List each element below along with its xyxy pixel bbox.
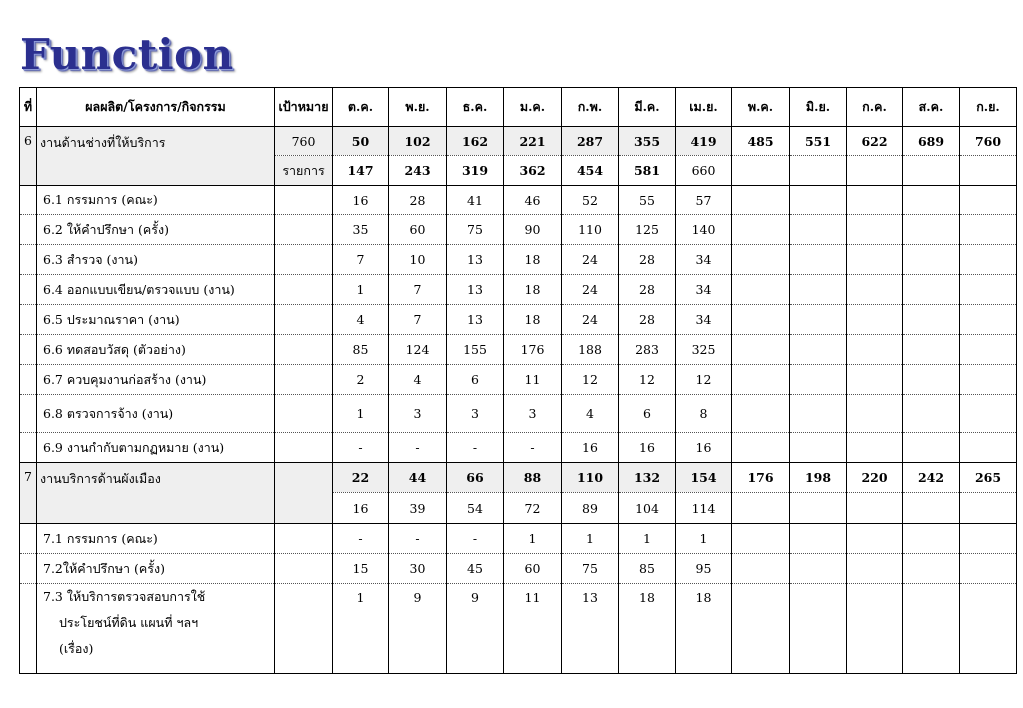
plan-cell: 110	[562, 463, 619, 493]
empty-cell	[20, 335, 37, 365]
value-cell	[960, 554, 1017, 584]
value-cell: 85	[619, 554, 676, 584]
value-cell: 41	[447, 186, 504, 215]
value-cell: 24	[562, 305, 619, 335]
table-row	[20, 584, 1017, 674]
value-cell	[960, 524, 1017, 554]
value-cell	[847, 275, 903, 305]
actual-cell	[847, 493, 903, 524]
header-month: ก.ย.	[960, 88, 1017, 127]
empty-cell	[275, 395, 333, 433]
target-value: 760	[275, 127, 333, 156]
function-table	[19, 87, 1017, 674]
value-cell: 75	[562, 554, 619, 584]
value-cell	[790, 554, 847, 584]
value-cell: -	[333, 524, 389, 554]
group-no: 7	[20, 463, 37, 524]
value-cell: 110	[562, 215, 619, 245]
plan-cell: 22	[333, 463, 389, 493]
row-label	[37, 584, 275, 674]
table-row	[20, 186, 1017, 215]
header-month: มิ.ย.	[790, 88, 847, 127]
value-cell	[960, 275, 1017, 305]
group-plan-row	[20, 463, 1017, 493]
value-cell: 325	[676, 335, 732, 365]
row-label-line: 7.3 ให้บริการตรวจสอบการใช้	[43, 589, 206, 604]
value-cell: 55	[619, 186, 676, 215]
empty-cell	[20, 554, 37, 584]
value-cell: 124	[389, 335, 447, 365]
row-label: 6.3 สำรวจ (งาน)	[37, 245, 275, 275]
value-cell: -	[333, 433, 389, 463]
value-cell: 34	[676, 245, 732, 275]
value-cell	[732, 365, 790, 395]
value-cell: 125	[619, 215, 676, 245]
value-cell: 18	[504, 245, 562, 275]
value-cell: 12	[562, 365, 619, 395]
value-cell	[960, 335, 1017, 365]
value-cell	[790, 395, 847, 433]
value-cell: 30	[389, 554, 447, 584]
header-no: ที่	[20, 88, 37, 127]
plan-cell: 176	[732, 463, 790, 493]
value-cell: 4	[389, 365, 447, 395]
value-cell	[847, 584, 903, 674]
empty-cell	[20, 584, 37, 674]
value-cell: 11	[504, 584, 562, 674]
value-cell: 45	[447, 554, 504, 584]
row-label-line: ประโยชน์ที่ดิน แผนที่ ฯลฯ	[59, 615, 199, 630]
value-cell: 3	[389, 395, 447, 433]
value-cell: 18	[619, 584, 676, 674]
plan-cell: 242	[903, 463, 960, 493]
value-cell: 6	[619, 395, 676, 433]
value-cell: 95	[676, 554, 732, 584]
value-cell	[790, 335, 847, 365]
actual-cell: 243	[389, 156, 447, 186]
plan-cell: 221	[504, 127, 562, 156]
value-cell	[732, 433, 790, 463]
value-cell: 57	[676, 186, 732, 215]
value-cell	[960, 186, 1017, 215]
group-no: 6	[20, 127, 37, 186]
value-cell	[903, 245, 960, 275]
plan-cell: 102	[389, 127, 447, 156]
table-row	[20, 305, 1017, 335]
value-cell: 15	[333, 554, 389, 584]
header-month: ม.ค.	[504, 88, 562, 127]
value-cell: 16	[333, 186, 389, 215]
empty-cell	[275, 186, 333, 215]
value-cell: 16	[619, 433, 676, 463]
value-cell	[847, 365, 903, 395]
value-cell	[847, 433, 903, 463]
value-cell	[903, 554, 960, 584]
value-cell: 35	[333, 215, 389, 245]
actual-cell	[732, 493, 790, 524]
actual-cell: 104	[619, 493, 676, 524]
table-row	[20, 245, 1017, 275]
row-label: 7.2ให้คำปรึกษา (ครั้ง)	[37, 554, 275, 584]
value-cell	[790, 186, 847, 215]
value-cell: 28	[389, 186, 447, 215]
value-cell: -	[447, 433, 504, 463]
value-cell	[732, 245, 790, 275]
value-cell	[732, 335, 790, 365]
actual-cell: 114	[676, 493, 732, 524]
value-cell: 283	[619, 335, 676, 365]
empty-cell	[275, 365, 333, 395]
value-cell: 1	[333, 275, 389, 305]
plan-cell: 220	[847, 463, 903, 493]
value-cell: 75	[447, 215, 504, 245]
value-cell: 28	[619, 245, 676, 275]
plan-cell: 132	[619, 463, 676, 493]
target-value	[275, 463, 333, 524]
page-title: Function	[20, 30, 234, 79]
value-cell: 60	[504, 554, 562, 584]
value-cell	[790, 433, 847, 463]
value-cell: 13	[447, 245, 504, 275]
empty-cell	[20, 215, 37, 245]
row-label: 6.7 ควบคุมงานก่อสร้าง (งาน)	[37, 365, 275, 395]
value-cell: 12	[619, 365, 676, 395]
table-row	[20, 215, 1017, 245]
header-row	[20, 88, 1017, 127]
value-cell: 4	[333, 305, 389, 335]
value-cell: 8	[676, 395, 732, 433]
value-cell	[732, 554, 790, 584]
table-row	[20, 524, 1017, 554]
header-month: ก.ค.	[847, 88, 903, 127]
table-row	[20, 433, 1017, 463]
value-cell	[960, 245, 1017, 275]
table-row	[20, 365, 1017, 395]
value-cell: 188	[562, 335, 619, 365]
actual-cell: 454	[562, 156, 619, 186]
value-cell: 1	[333, 584, 389, 674]
group-name: งานด้านช่างที่ให้บริการ	[37, 127, 275, 186]
value-cell: 6	[447, 365, 504, 395]
value-cell	[903, 275, 960, 305]
actual-cell	[732, 156, 790, 186]
value-cell: 18	[676, 584, 732, 674]
value-cell	[847, 245, 903, 275]
empty-cell	[20, 275, 37, 305]
value-cell	[903, 365, 960, 395]
value-cell	[732, 186, 790, 215]
value-cell: 7	[389, 305, 447, 335]
value-cell: 1	[676, 524, 732, 554]
group-plan-row	[20, 127, 1017, 156]
value-cell: 12	[676, 365, 732, 395]
plan-cell: 355	[619, 127, 676, 156]
header-month: พ.ย.	[389, 88, 447, 127]
value-cell: 7	[333, 245, 389, 275]
value-cell	[903, 305, 960, 335]
value-cell: 60	[389, 215, 447, 245]
plan-cell: 198	[790, 463, 847, 493]
row-label: 6.6 ทดสอบวัสดุ (ตัวอย่าง)	[37, 335, 275, 365]
actual-cell: 147	[333, 156, 389, 186]
value-cell	[790, 275, 847, 305]
value-cell: 7	[389, 275, 447, 305]
value-cell: 4	[562, 395, 619, 433]
empty-cell	[20, 433, 37, 463]
value-cell: 85	[333, 335, 389, 365]
table-row	[20, 275, 1017, 305]
actual-cell: 319	[447, 156, 504, 186]
value-cell	[732, 215, 790, 245]
value-cell	[732, 524, 790, 554]
empty-cell	[275, 433, 333, 463]
value-cell: 1	[562, 524, 619, 554]
value-cell	[960, 365, 1017, 395]
actual-cell: 362	[504, 156, 562, 186]
row-label: 6.8 ตรวจการจ้าง (งาน)	[37, 395, 275, 433]
row-label: 6.4 ออกแบบเขียน/ตรวจแบบ (งาน)	[37, 275, 275, 305]
value-cell	[790, 365, 847, 395]
value-cell	[790, 245, 847, 275]
plan-cell: 50	[333, 127, 389, 156]
actual-cell	[903, 156, 960, 186]
value-cell: 52	[562, 186, 619, 215]
value-cell	[903, 335, 960, 365]
empty-cell	[20, 365, 37, 395]
actual-cell: 72	[504, 493, 562, 524]
empty-cell	[20, 395, 37, 433]
empty-cell	[275, 584, 333, 674]
value-cell: 155	[447, 335, 504, 365]
plan-cell: 760	[960, 127, 1017, 156]
actual-cell	[903, 493, 960, 524]
plan-cell: 162	[447, 127, 504, 156]
empty-cell	[275, 275, 333, 305]
value-cell: -	[389, 524, 447, 554]
actual-cell: 89	[562, 493, 619, 524]
value-cell: 9	[447, 584, 504, 674]
value-cell	[960, 584, 1017, 674]
value-cell: 1	[333, 395, 389, 433]
group-name: งานบริการด้านผังเมือง	[37, 463, 275, 524]
header-item: ผลผลิต/โครงการ/กิจกรรม	[37, 88, 275, 127]
empty-cell	[275, 215, 333, 245]
value-cell: 24	[562, 245, 619, 275]
value-cell: 90	[504, 215, 562, 245]
value-cell: 1	[504, 524, 562, 554]
value-cell	[903, 395, 960, 433]
actual-cell	[960, 493, 1017, 524]
value-cell	[732, 584, 790, 674]
header-month: มี.ค.	[619, 88, 676, 127]
value-cell	[847, 335, 903, 365]
value-cell	[790, 524, 847, 554]
actual-cell: 54	[447, 493, 504, 524]
value-cell	[790, 305, 847, 335]
header-month: ต.ค.	[333, 88, 389, 127]
value-cell: 16	[562, 433, 619, 463]
header-month: ธ.ค.	[447, 88, 504, 127]
value-cell	[790, 215, 847, 245]
value-cell: 10	[389, 245, 447, 275]
plan-cell: 419	[676, 127, 732, 156]
plan-cell: 88	[504, 463, 562, 493]
value-cell	[903, 584, 960, 674]
plan-cell: 689	[903, 127, 960, 156]
header-month: พ.ค.	[732, 88, 790, 127]
table-row	[20, 335, 1017, 365]
empty-cell	[275, 554, 333, 584]
actual-cell: 660	[676, 156, 732, 186]
value-cell: 34	[676, 305, 732, 335]
value-cell	[847, 215, 903, 245]
plan-cell: 44	[389, 463, 447, 493]
value-cell	[847, 554, 903, 584]
row-label: 6.9 งานกำกับตามกฏหมาย (งาน)	[37, 433, 275, 463]
actual-cell: 581	[619, 156, 676, 186]
value-cell: -	[504, 433, 562, 463]
actual-cell: 16	[333, 493, 389, 524]
value-cell: 28	[619, 275, 676, 305]
value-cell	[960, 433, 1017, 463]
actual-cell	[790, 156, 847, 186]
value-cell	[732, 275, 790, 305]
empty-cell	[20, 524, 37, 554]
value-cell: 1	[619, 524, 676, 554]
value-cell	[903, 524, 960, 554]
actual-cell	[790, 493, 847, 524]
row-label-line: (เรื่อง)	[59, 641, 94, 656]
table-row	[20, 554, 1017, 584]
value-cell	[903, 186, 960, 215]
value-cell: 16	[676, 433, 732, 463]
target-unit: รายการ	[275, 156, 333, 186]
actual-cell	[847, 156, 903, 186]
value-cell	[847, 186, 903, 215]
value-cell	[732, 305, 790, 335]
value-cell	[847, 524, 903, 554]
value-cell: 18	[504, 275, 562, 305]
value-cell: 24	[562, 275, 619, 305]
row-label: 6.1 กรรมการ (คณะ)	[37, 186, 275, 215]
value-cell: 46	[504, 186, 562, 215]
actual-cell	[960, 156, 1017, 186]
value-cell: 18	[504, 305, 562, 335]
row-label: 6.5 ประมาณราคา (งาน)	[37, 305, 275, 335]
header-month: เม.ย.	[676, 88, 732, 127]
value-cell: 34	[676, 275, 732, 305]
value-cell: 13	[447, 275, 504, 305]
value-cell: 140	[676, 215, 732, 245]
value-cell: 176	[504, 335, 562, 365]
value-cell	[903, 215, 960, 245]
value-cell	[790, 584, 847, 674]
empty-cell	[20, 245, 37, 275]
row-label: 7.1 กรรมการ (คณะ)	[37, 524, 275, 554]
plan-cell: 287	[562, 127, 619, 156]
header-target: เป้าหมาย	[275, 88, 333, 127]
plan-cell: 551	[790, 127, 847, 156]
empty-cell	[275, 335, 333, 365]
value-cell: -	[389, 433, 447, 463]
empty-cell	[275, 245, 333, 275]
value-cell	[847, 305, 903, 335]
empty-cell	[20, 305, 37, 335]
plan-cell: 265	[960, 463, 1017, 493]
value-cell: 11	[504, 365, 562, 395]
plan-cell: 66	[447, 463, 504, 493]
value-cell: 9	[389, 584, 447, 674]
value-cell	[960, 395, 1017, 433]
header-month: ส.ค.	[903, 88, 960, 127]
plan-cell: 154	[676, 463, 732, 493]
header-month: ก.พ.	[562, 88, 619, 127]
value-cell: 13	[447, 305, 504, 335]
value-cell	[732, 395, 790, 433]
value-cell: 13	[562, 584, 619, 674]
value-cell	[903, 433, 960, 463]
value-cell	[960, 305, 1017, 335]
value-cell: 3	[447, 395, 504, 433]
actual-cell: 39	[389, 493, 447, 524]
value-cell	[847, 395, 903, 433]
value-cell: 2	[333, 365, 389, 395]
plan-cell: 622	[847, 127, 903, 156]
plan-cell: 485	[732, 127, 790, 156]
empty-cell	[275, 305, 333, 335]
empty-cell	[20, 186, 37, 215]
value-cell	[960, 215, 1017, 245]
empty-cell	[275, 524, 333, 554]
row-label: 6.2 ให้คำปรึกษา (ครั้ง)	[37, 215, 275, 245]
value-cell: -	[447, 524, 504, 554]
table-row	[20, 395, 1017, 433]
value-cell: 3	[504, 395, 562, 433]
value-cell: 28	[619, 305, 676, 335]
